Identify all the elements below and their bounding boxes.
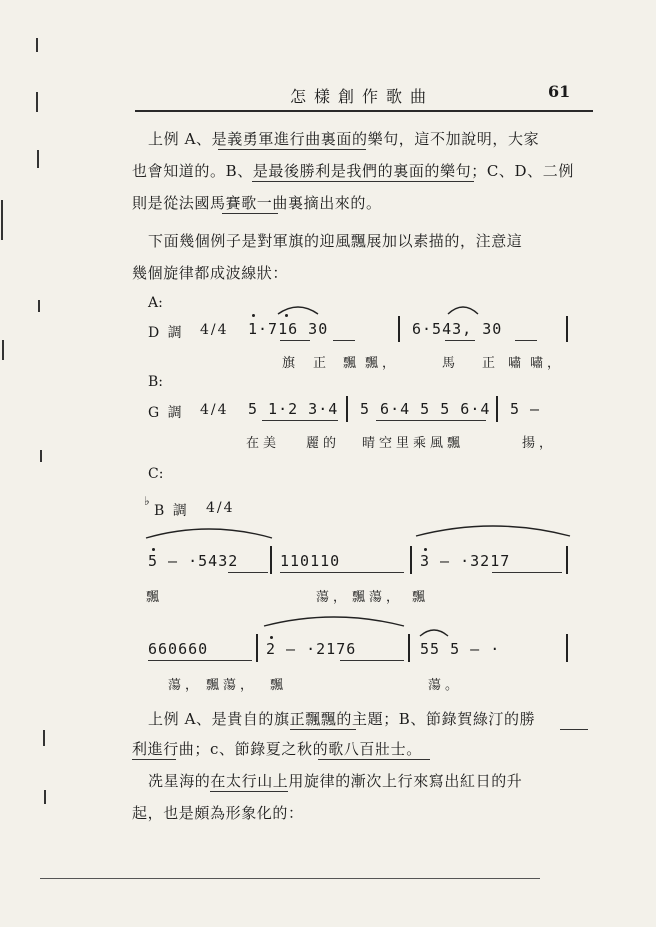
- example-a-lyric: 嘯，: [530, 356, 565, 371]
- example-a-lyric: 飄，: [365, 356, 400, 371]
- page-bottom-edge: [40, 878, 540, 879]
- example-a-lyric: 正: [313, 356, 331, 371]
- example-c-row1-lyric: 飄: [146, 590, 164, 605]
- underline: [132, 759, 176, 760]
- header-rule: [135, 110, 593, 112]
- underline: [376, 420, 486, 421]
- example-b-measure-3: 5 —: [510, 400, 541, 418]
- example-c-row2-lyric: 飄: [270, 678, 288, 693]
- paragraph-4-line-2: 起，也是頗為形象化的：: [132, 804, 304, 822]
- example-b-lyric: 麗的: [306, 436, 341, 451]
- barline: [398, 316, 400, 342]
- underline: [515, 340, 537, 341]
- example-b-label: B:: [148, 374, 164, 390]
- barline: [346, 396, 348, 422]
- example-c-row2-measure-1: 660660: [148, 640, 209, 658]
- example-c-row2-lyric: 蕩。: [428, 678, 463, 693]
- margin-mark: [36, 38, 38, 52]
- example-c-row1-lyric: 蕩，: [316, 590, 351, 605]
- barline: [566, 546, 568, 574]
- example-c-time: 4/4: [206, 500, 235, 516]
- example-a-lyric: 馬: [442, 356, 460, 371]
- example-c-row1-measure-3: 3 — ·3217: [420, 552, 511, 570]
- underline: [445, 340, 475, 341]
- example-b-lyric: 在美: [246, 436, 281, 451]
- slur: [262, 612, 406, 628]
- underline: [290, 729, 356, 730]
- margin-mark: [2, 340, 4, 360]
- margin-mark: [43, 730, 45, 746]
- slur: [144, 524, 274, 540]
- example-c-row1-measure-2: 110110: [280, 552, 341, 570]
- underline: [340, 660, 404, 661]
- octave-dot: [152, 548, 155, 551]
- underline: [218, 149, 366, 150]
- example-b-time: 4/4: [200, 402, 229, 418]
- underline: [280, 572, 404, 573]
- slur: [418, 626, 450, 638]
- underline: [222, 213, 278, 214]
- underline: [262, 420, 338, 421]
- example-a-lyric: 旗: [282, 356, 300, 371]
- underline: [492, 572, 562, 573]
- slur: [414, 520, 572, 538]
- barline: [566, 316, 568, 342]
- octave-dot: [424, 548, 427, 551]
- example-c-flat: ♭: [144, 494, 152, 508]
- paragraph-4-line-1: 冼星海的在太行山上用旋律的漸次上行來寫出紅日的升: [148, 772, 523, 790]
- slur: [276, 302, 320, 316]
- example-a-key: D 調: [148, 325, 184, 341]
- example-c-row1-measure-1: 5 — ·5432: [148, 552, 239, 570]
- paragraph-2-line-1: 下面幾個例子是對軍旗的迎風飄展加以素描的，注意這: [148, 232, 523, 250]
- page-number: 61: [548, 82, 571, 101]
- paragraph-3-line-2: 利進行曲；c、節錄夏之秋的歌八百壯士。: [132, 740, 422, 758]
- example-c-row2-lyric: 飄蕩，: [206, 678, 258, 693]
- example-a-measure-2: 6·543, 30: [412, 320, 503, 338]
- paragraph-1-line-2: 也會知道的。B、是最後勝利是我們的裏面的樂句；C、D、二例: [132, 162, 574, 180]
- running-header-title: 怎樣創作歌曲: [290, 87, 435, 106]
- example-c-label: C:: [148, 466, 164, 482]
- example-b-measure-2: 5 6·4 5 5 6·4: [360, 400, 491, 418]
- example-c-row1-lyric: 飄: [412, 590, 430, 605]
- paragraph-1-line-1: 上例 A、是義勇軍進行曲裏面的樂句，這不加說明，大家: [148, 130, 540, 148]
- margin-mark: [36, 92, 38, 112]
- margin-mark: [38, 300, 40, 312]
- example-b-lyric: 晴空里乘風飄: [362, 436, 465, 451]
- barline: [408, 634, 410, 662]
- example-a-lyric: 嘯: [508, 356, 526, 371]
- example-c-row2-measure-2: 2 — ·2176: [266, 640, 357, 658]
- example-a-time: 4/4: [200, 322, 229, 338]
- example-a-measure-1: 1·716 30: [248, 320, 329, 338]
- underline: [148, 660, 252, 661]
- example-b-key: G 調: [148, 405, 184, 421]
- example-c-row2-measure-3: 55 5 — ·: [420, 640, 501, 658]
- barline: [410, 546, 412, 574]
- example-c-row2-lyric: 蕩，: [168, 678, 203, 693]
- example-a-lyric: 飄: [343, 356, 361, 371]
- underline: [280, 340, 310, 341]
- underline: [318, 759, 430, 760]
- example-a-lyric: 正: [482, 356, 500, 371]
- underline: [228, 572, 268, 573]
- barline: [566, 634, 568, 662]
- example-a-label: A:: [148, 295, 163, 311]
- margin-mark: [37, 150, 39, 168]
- underline: [333, 340, 355, 341]
- slur: [446, 302, 480, 316]
- underline: [210, 791, 288, 792]
- example-c-row1-lyric: 飄蕩，: [352, 590, 404, 605]
- margin-mark: [44, 790, 46, 804]
- margin-mark: [1, 200, 3, 240]
- barline: [496, 396, 498, 422]
- barline: [270, 546, 272, 574]
- octave-dot: [270, 636, 273, 639]
- underline: [252, 181, 474, 182]
- margin-mark: [40, 450, 42, 462]
- example-c-key: B 調: [154, 503, 189, 519]
- octave-dot: [252, 314, 255, 317]
- example-b-measure-1: 5 1·2 3·4: [248, 400, 339, 418]
- paragraph-3-line-1: 上例 A、是貴自的旗正飄飄的主題；B、節錄賀綠汀的勝: [148, 710, 536, 728]
- paragraph-2-line-2: 幾個旋律都成波線狀：: [132, 264, 289, 282]
- paragraph-1-line-3: 則是從法國馬賽歌一曲裏摘出來的。: [132, 194, 382, 212]
- underline: [560, 729, 588, 730]
- barline: [256, 634, 258, 662]
- example-b-lyric: 揚，: [522, 436, 557, 451]
